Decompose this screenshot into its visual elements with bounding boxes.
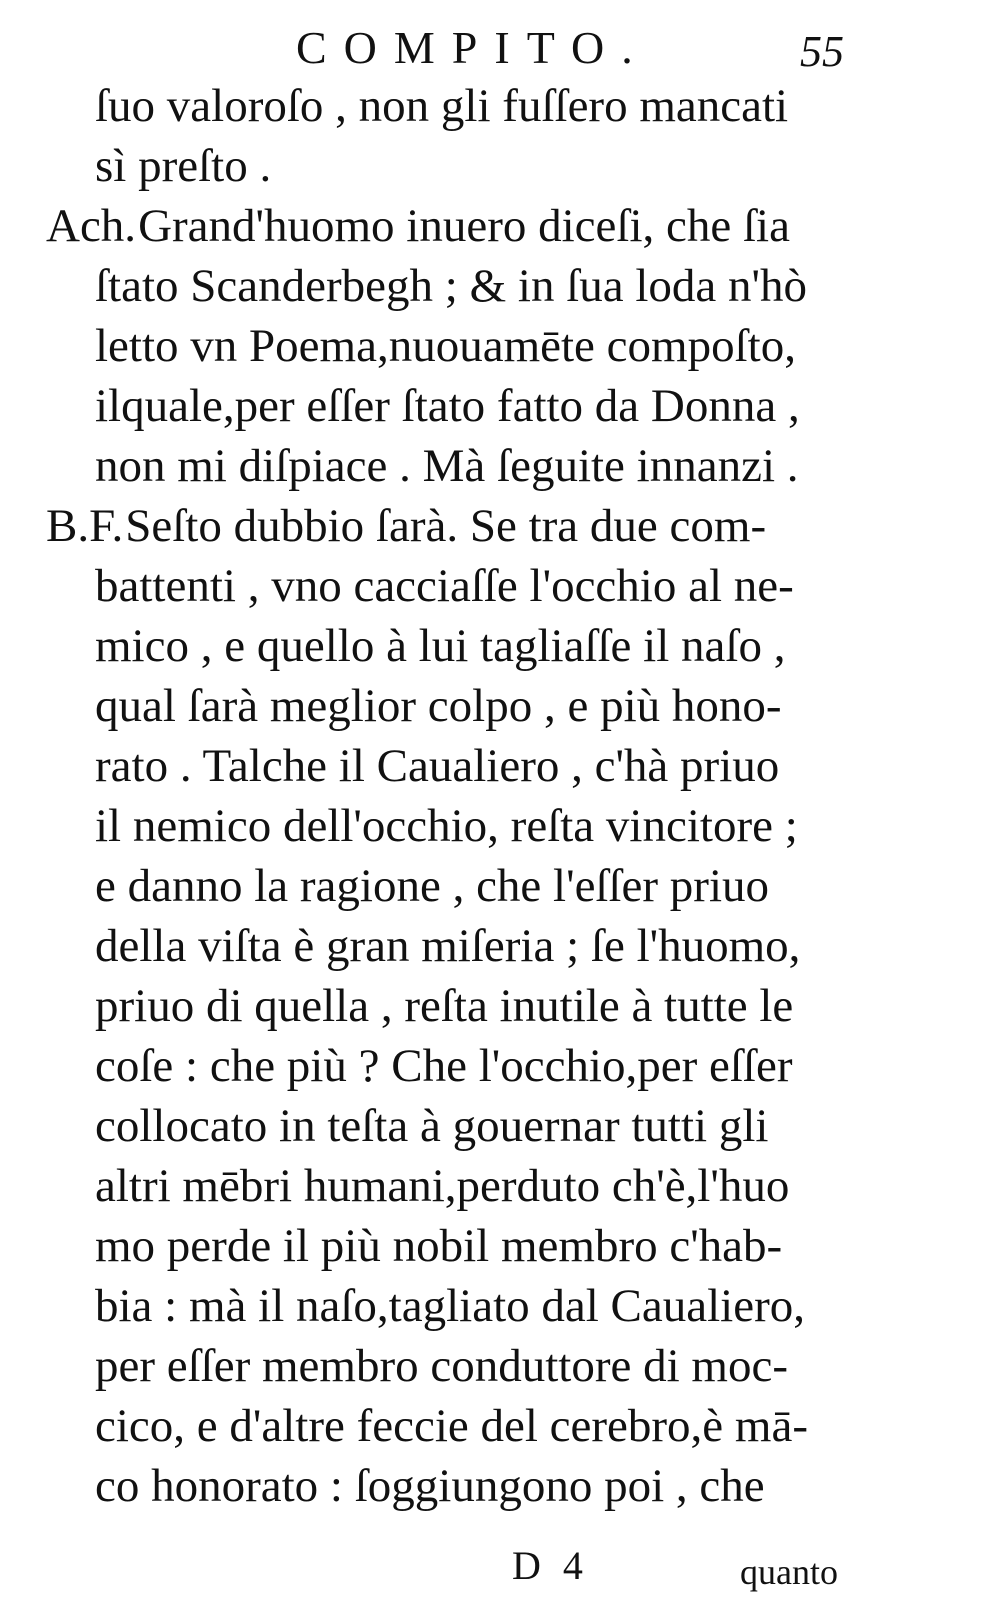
text-line: collocato in teſta à gouernar tutti gli [95, 1100, 769, 1152]
text-line: cico, e d'altre feccie del cerebro,è mā- [95, 1400, 808, 1452]
speaker-label: B.F. [46, 500, 124, 552]
text-line: mo perde il più nobil membro c'hab- [95, 1220, 783, 1272]
text-line: battenti , vno cacciaſſe l'occhio al ne- [95, 560, 794, 612]
page-number: 55 [800, 27, 844, 76]
text-line: Seſto dubbio ſarà. Se tra due com- [125, 500, 767, 552]
text-line: co honorato : ſoggiungono poi , che [95, 1460, 765, 1512]
text-line: non mi diſpiace . Mà ſeguite innanzi . [95, 440, 799, 492]
speech-line [46, 496, 766, 556]
text-line: mico , e quello à lui tagliaſſe il naſo , [95, 620, 786, 672]
speaker-label: Ach. [46, 200, 137, 252]
text-line: bia : mà il naſo,tagliato dal Caualiero, [95, 1280, 806, 1332]
text-line: altri mēbri humani,perduto ch'è,l'huo [95, 1160, 790, 1212]
text-line: della viſta è gran miſeria ; ſe l'huomo, [95, 920, 801, 972]
text-line: ſuo valoroſo , non gli fuſſero mancati [95, 80, 789, 132]
text-line: Grand'huomo inuero diceſi, che ſia [138, 200, 790, 252]
speech-line [46, 196, 790, 256]
text-line: ilquale,per eſſer ſtato fatto da Donna , [95, 380, 800, 432]
text-line: letto vn Poema,nuouamēte compoſto, [95, 320, 796, 372]
text-line: ſtato Scanderbegh ; & in ſua loda n'hò [95, 260, 807, 312]
text-line: priuo di quella , reſta inutile à tutte le [95, 980, 794, 1032]
text-line: rato . Talche il Caualiero , c'hà priuo [95, 740, 780, 792]
page-footer [0, 1540, 1000, 1598]
text-line: il nemico dell'occhio, reſta vincitore ; [95, 800, 798, 852]
text-line: per eſſer membro conduttore di moc- [95, 1340, 788, 1392]
text-line: e danno la ragione , che l'eſſer priuo [95, 860, 770, 912]
page-header [0, 18, 1000, 78]
text-line: sì preſto . [95, 140, 272, 192]
text-line: qual ſarà meglior colpo , e più hono- [95, 680, 782, 732]
running-title: COMPITO. [296, 22, 650, 73]
text-line: coſe : che più ? Che l'occhio,per eſſer [95, 1040, 793, 1092]
signature-mark: D 4 [512, 1543, 589, 1588]
catchword: quanto [740, 1552, 838, 1592]
